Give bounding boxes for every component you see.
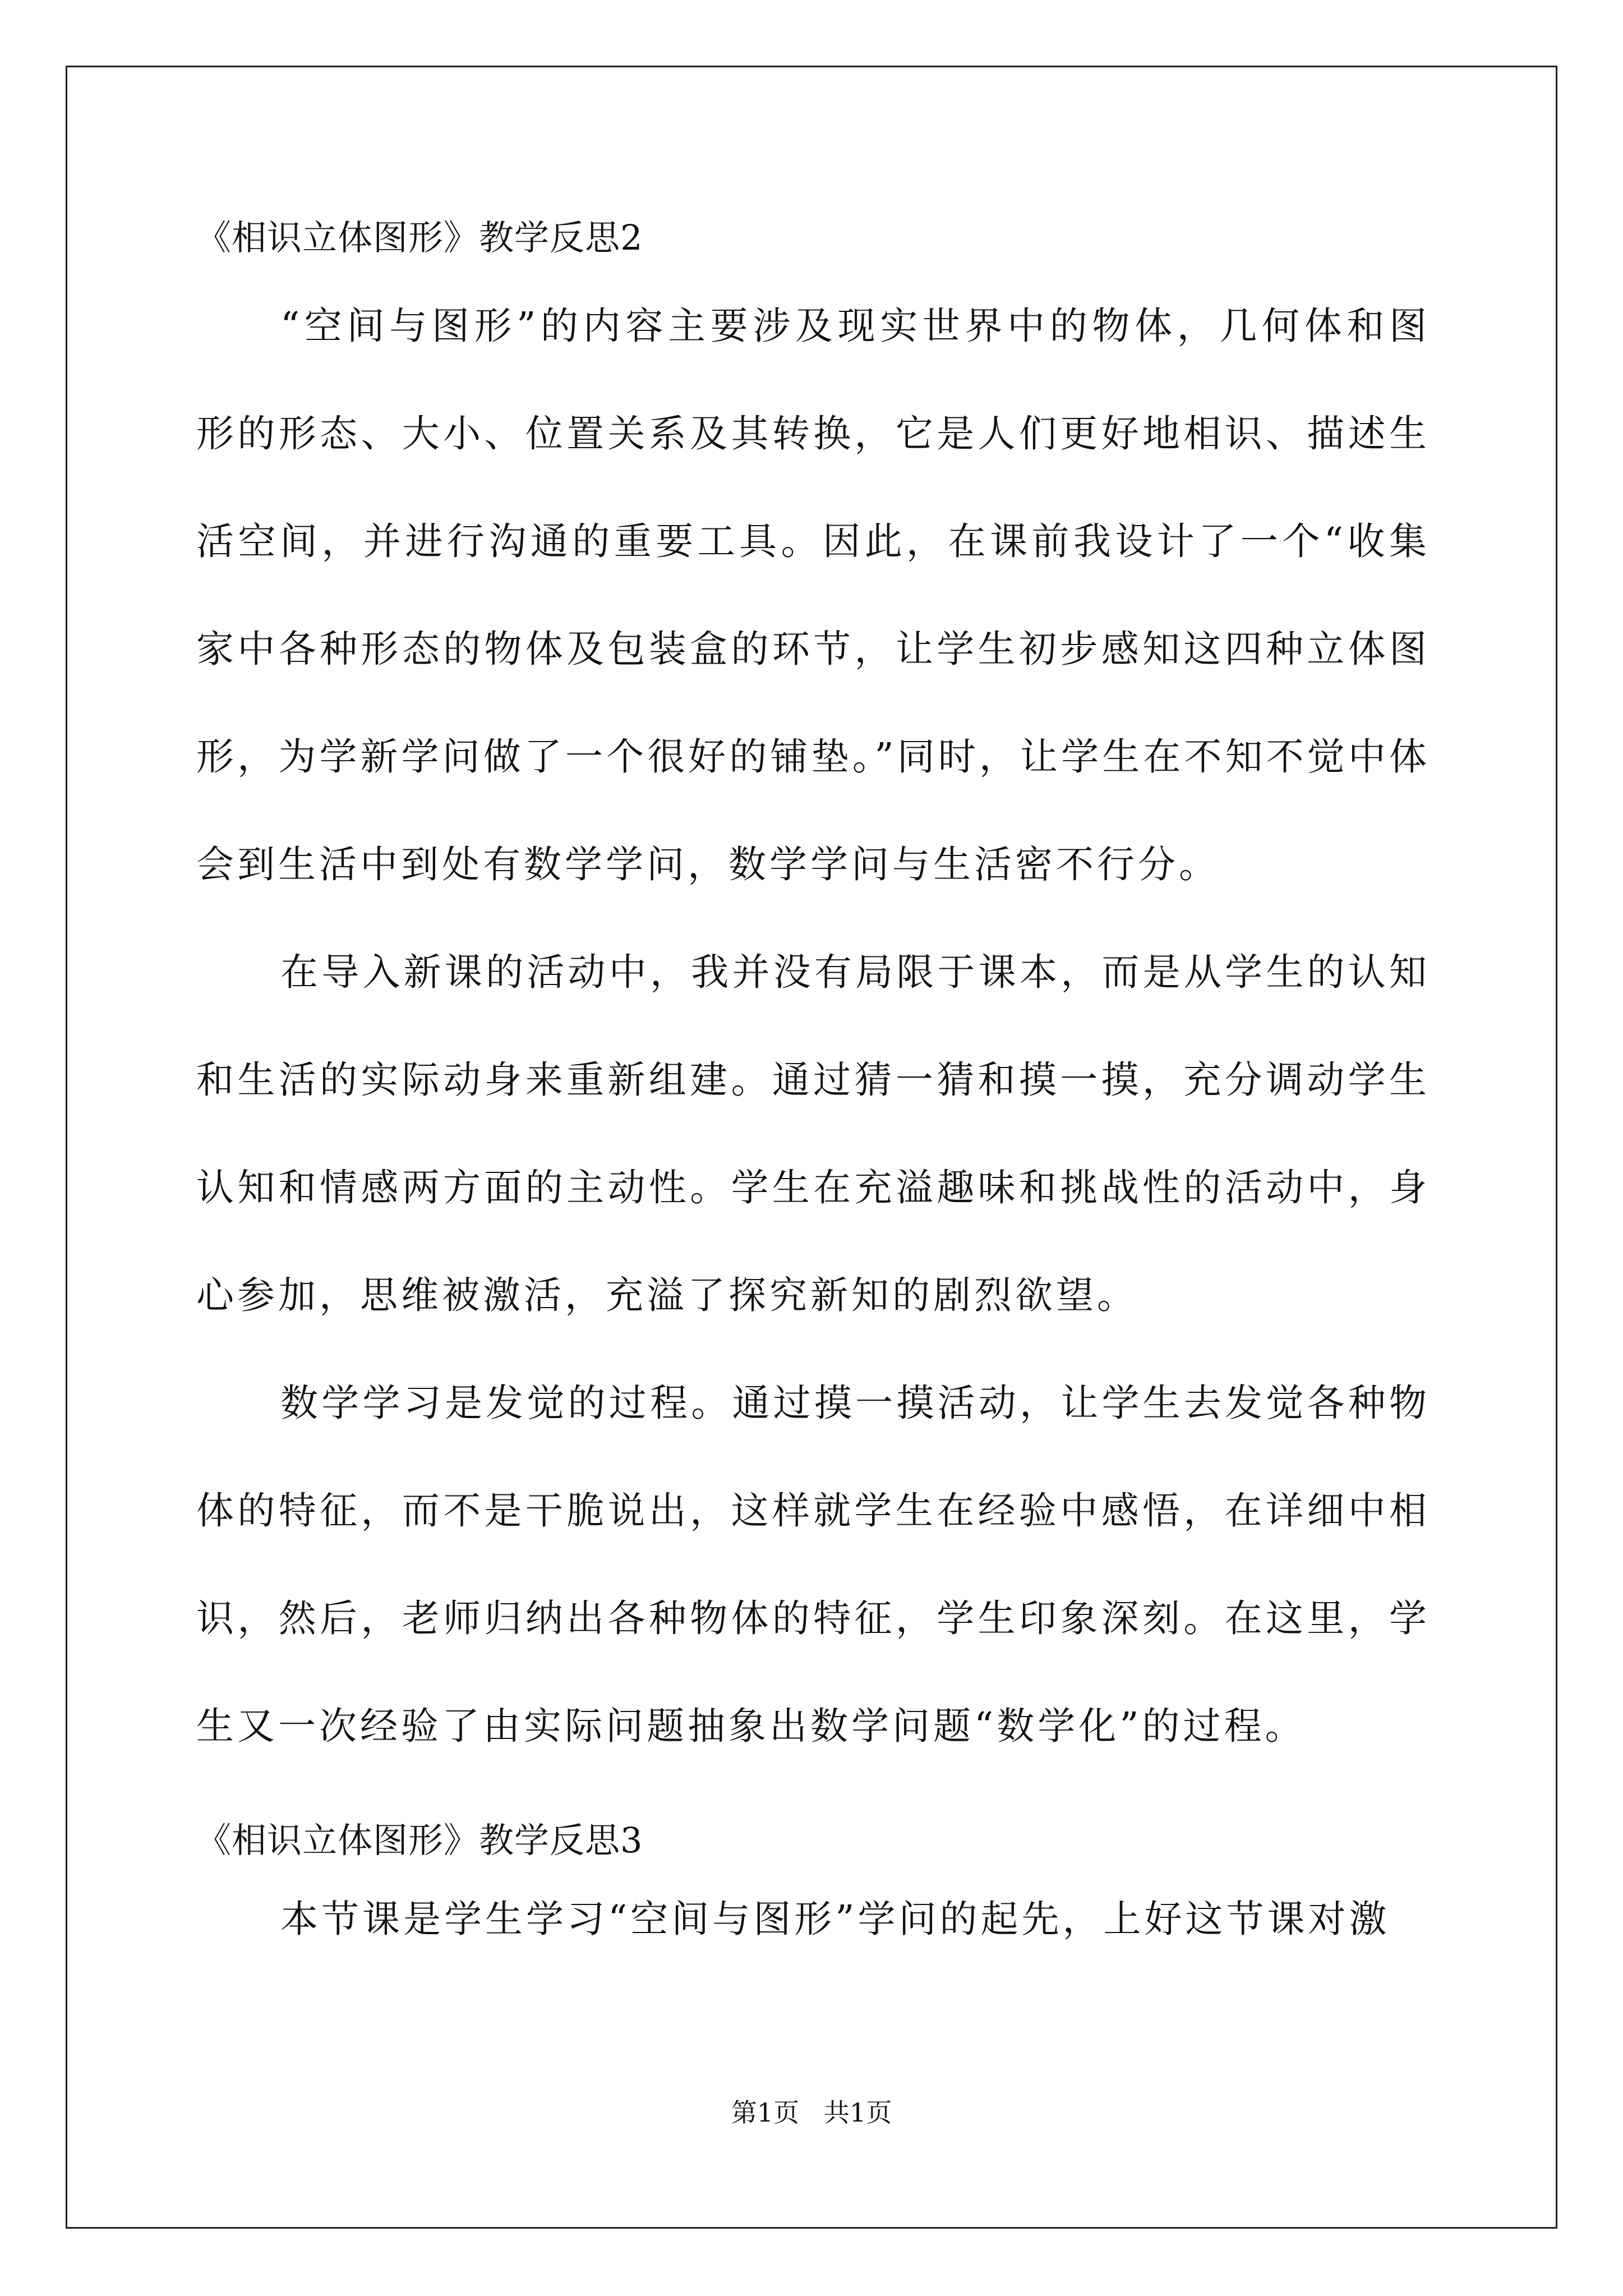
section-heading: 《相识立体图形》教学反思3 xyxy=(196,1820,643,1861)
page-footer: 第1页 共1页 xyxy=(731,2097,892,2128)
paragraph: 数学学习是发觉的过程。通过摸一摸活动，让学生去发觉各种物体的特征，而不是干脆说出，这样就学生在经验中感悟，在详细中相识，然后，老师归纳出各种物体的特征，学生印象深刻。在这里，学生又一次经验了由实际问题抽象出数学问题“数学化”的过程。 xyxy=(196,1381,1430,1748)
paragraph: “空间与图形”的内容主要涉及现实世界中的物体，几何体和图形的形态、大小、位置关系及其转换，它是人们更好地相识、描述生活空间，并进行沟通的重要工具。因此，在课前我设计了一个“收集家中各种形态的物体及包装盒的环节，让学生初步感知这四种立体图形，为学新学问做了一个很好的铺垫。”同时，让学生在不知不觉中体会到生活中到处有数学学问，数学学问与生活密不行分。 xyxy=(196,304,1430,886)
document-body xyxy=(196,216,1430,1976)
paragraph: 在导入新课的活动中，我并没有局限于课本，而是从学生的认知和生活的实际动身来重新组建。通过猜一猜和摸一摸，充分调动学生认知和情感两方面的主动性。学生在充溢趣味和挑战性的活动中，身心参加，思维被激活，充溢了探究新知的剧烈欲望。 xyxy=(196,950,1430,1317)
paragraph: 本节课是学生学习“空间与图形”学问的起先，上好这节课对激 xyxy=(280,1897,1390,1941)
section-heading: 《相识立体图形》教学反思2 xyxy=(196,217,643,258)
